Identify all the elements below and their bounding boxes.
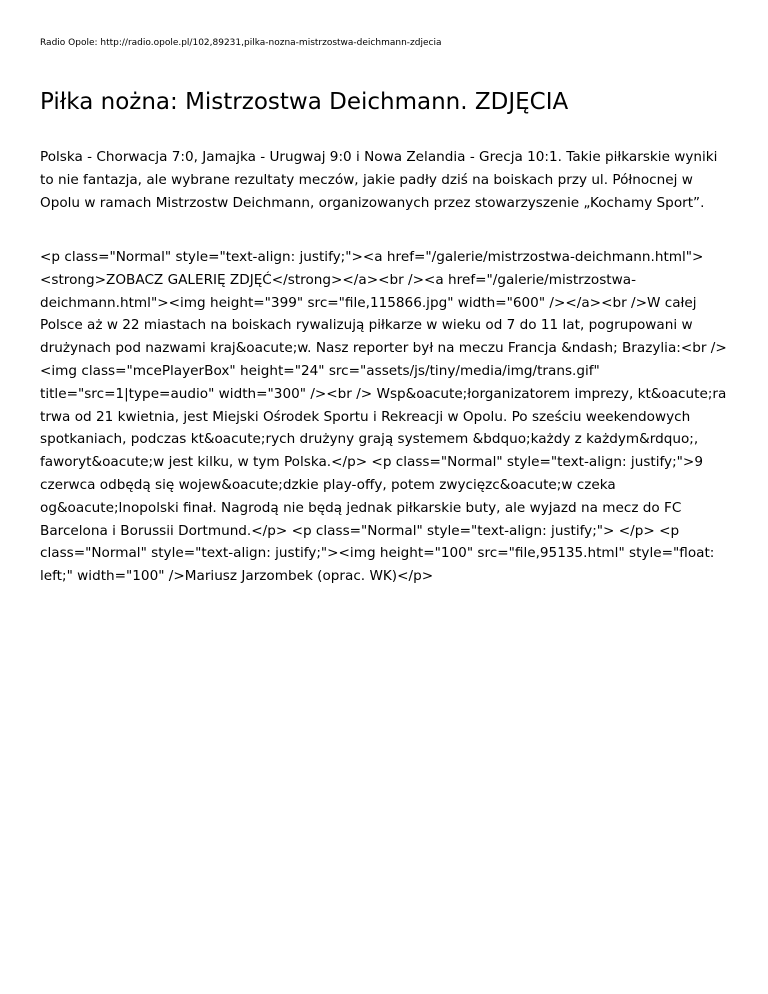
article-title: Piłka nożna: Mistrzostwa Deichmann. ZDJĘCIA: [40, 89, 569, 115]
source-line: Radio Opole: http://radio.opole.pl/102,89231,pilka-nozna-mistrzostwa-deichmann-zdjecia: [40, 38, 442, 48]
article-lead: Polska - Chorwacja 7:0, Jamajka - Urugwaj 9:0 i Nowa Zelandia - Grecja 10:1. Takie piłkarskie wyniki to nie fantazja, ale wybrane rezultaty meczów, jakie padły dziś na boiskach przy ul. Północnej w Opolu w ramach Mistrzostw Deichmann, organizowanych przez stowarzyszenie „Kochamy Sport”.: [40, 149, 718, 211]
article-raw-html-body: <p class="Normal" style="text-align: justify;"><a href="/galerie/mistrzostwa-deichmann.html"><strong>ZOBACZ GALERIĘ ZDJĘĆ</strong></a><br /><a href="/galerie/mistrzostwa-deichmann.html"><img height="399" src="file,115866.jpg" width="600" /></a><br />W całej Polsce aż w 22 miastach na boiskach rywalizują piłkarze w wieku od 7 do 11 lat, pogrupowani w drużynach pod nazwami kraj&oacute;w. Nasz reporter był na meczu Francja &ndash; Brazylia:<br /> <img class="mcePlayerBox" height="24" src="assets/js/tiny/media/img/trans.gif" title="src=1|type=audio" width="300" /><br /> Wsp&oacute;łorganizatorem imprezy, kt&oacute;ra trwa od 21 kwietnia, jest Miejski Ośrodek Sportu i Rekreacji w Opolu. Po sześciu weekendowych spotkaniach, podczas kt&oacute;rych drużyny grają systemem &bdquo;każdy z każdym&rdquo;, faworyt&oacute;w jest kilku, w tym Polska.</p> <p class="Normal" style="text-align: justify;">9 czerwca odbędą się wojew&oacute;dzkie play-offy, potem zwycięzc&oacute;w czeka og&oacute;lnopolski finał. Nagrodą nie będą jednak piłkarskie buty, ale wyjazd na mecz do FC Barcelona i Borussii Dortmund.</p> <p class="Normal" style="text-align: justify;"> </p> <p class="Normal" style="text-align: justify;"><img height="100" src="file,95135.html" style="float: left;" width="100" />Mariusz Jarzombek (oprac. WK)</p>: [40, 249, 727, 585]
